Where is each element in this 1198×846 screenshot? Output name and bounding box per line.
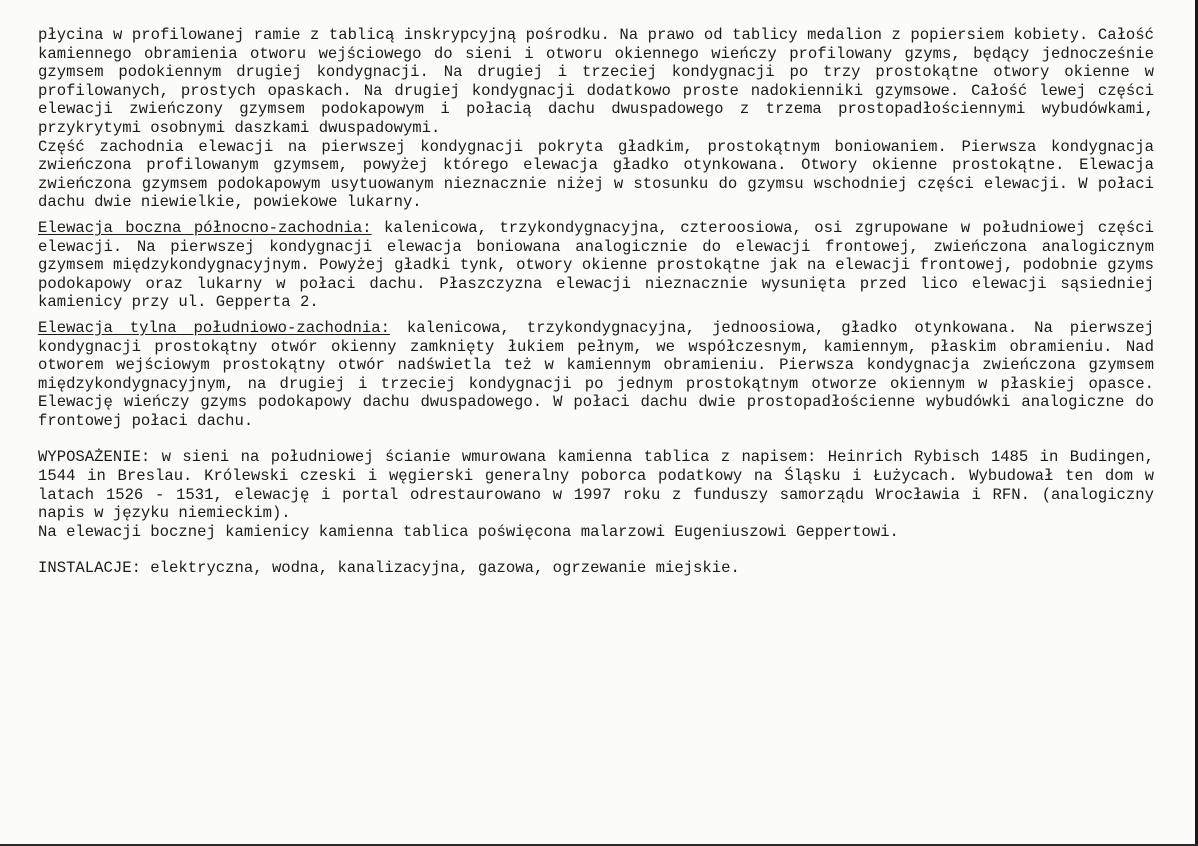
paragraph-side-elevation <box>38 219 1154 312</box>
rear-elevation-heading: Elewacja tylna południowo-zachodnia: <box>38 318 390 337</box>
paragraph-front-elevation: płycina w profilowanej ramie z tablicą inskrypcyjną pośrodku. Na prawo od tablicy medalion z popiersiem kobiety. Całość kamiennego obramienia otworu wejściowego do sieni i otworu okiennego wieńczy profilowany gzyms, będący jednocześnie gzymsem podokiennym drugiej kondygnacji. Na drugiej i trzeciej kondygnacji po trzy prostokątne otwory okienne w profilowanych, prostych opaskach. Na drugiej kondygnacji dodatkowo proste nadokienniki gzymsowe. Całość lewej części elewacji zwieńczony gzymsem podokapowym i połacią dachu dwuspadowego z trzema prostopadłościennymi wybudówkami, przykrytymi osobnymi daszkami dwuspadowymi. <box>38 26 1154 137</box>
document-text <box>38 26 1154 578</box>
paragraph-west-part: Część zachodnia elewacji na pierwszej kondygnacji pokryta gładkim, prostokątnym boniowaniem. Pierwsza kondygnacja zwieńczona profilowanym gzymsem, powyżej którego elewacja gładko otynkowana. Otwory okienne prostokątne. Elewacja zwieńczona gzymsem podokapowym usytuowanym nieznacznie niżej w stosunku do gzymsu wschodniej części elewacji. W połaci dachu dwie niewielkie, powiekowe lukarny. <box>38 137 1154 212</box>
paragraph-plaque: Na elewacji bocznej kamienicy kamienna tablica poświęcona malarzowi Eugeniuszowi Geppertowi. <box>38 522 899 541</box>
paragraph-installations: INSTALACJE: elektryczna, wodna, kanalizacyjna, gazowa, ogrzewanie miejskie. <box>38 559 740 578</box>
paragraph-rear-elevation <box>38 319 1154 431</box>
paragraph-equipment: WYPOSAŻENIE: w sieni na południowej ścianie wmurowana kamienna tablica z napisem: Heinrich Rybisch 1485 in Budingen, 1544 in Breslau. Królewski czeski i węgierski generalny poborca podatkowy na Śląsku i Łużycach. Wybudował ten dom w latach 1526 - 1531, elewację i portal odrestaurowano w 1997 roku z funduszy samorządu Wrocławia i RFN. (analogiczny napis w języku niemieckim). <box>38 448 1154 523</box>
side-elevation-heading: Elewacja boczna północno-zachodnia: <box>38 218 372 237</box>
rear-elevation-body: kalenicowa, trzykondygnacyjna, jednoosiowa, gładko otynkowana. Na pierwszej kondygnacji prostokątny otwór okienny zamknięty łukiem pełnym, we współczesnym, kamiennym, płaskim obramieniu. Nad otworem wejściowym prostokątny otwór nadświetla też w kamiennym obramieniu. Pierwsza kondygnacja zwieńczona gzymsem międzykondygnacyjnym, na drugiej i trzeciej kondygnacji po jednym prostokątnym otworze okiennym w płaskiej opasce. Elewację wieńczy gzyms podokapowy dachu dwuspadowego. W połaci dachu dwie prostopadłościenne wybudówki analogiczne do frontowej połaci dachu. <box>38 318 1154 430</box>
side-elevation-body: kalenicowa, trzykondygnacyjna, czteroosiowa, osi zgrupowane w południowej części elewacji. Na pierwszej kondygnacji elewacja boniowana analogicznie do elewacji frontowej, zwieńczona analogicznym gzymsem międzykondygnacyjnym. Powyżej gładki tynk, otwory okienne prostokątne jak na elewacji frontowej, podobnie gzyms podokapowy oraz lukarny w połaci dachu. Płaszczyzna elewacji nieznacznie wysunięta przed lico elewacji sąsiedniej kamienicy przy ul. Gepperta 2. <box>38 218 1154 312</box>
